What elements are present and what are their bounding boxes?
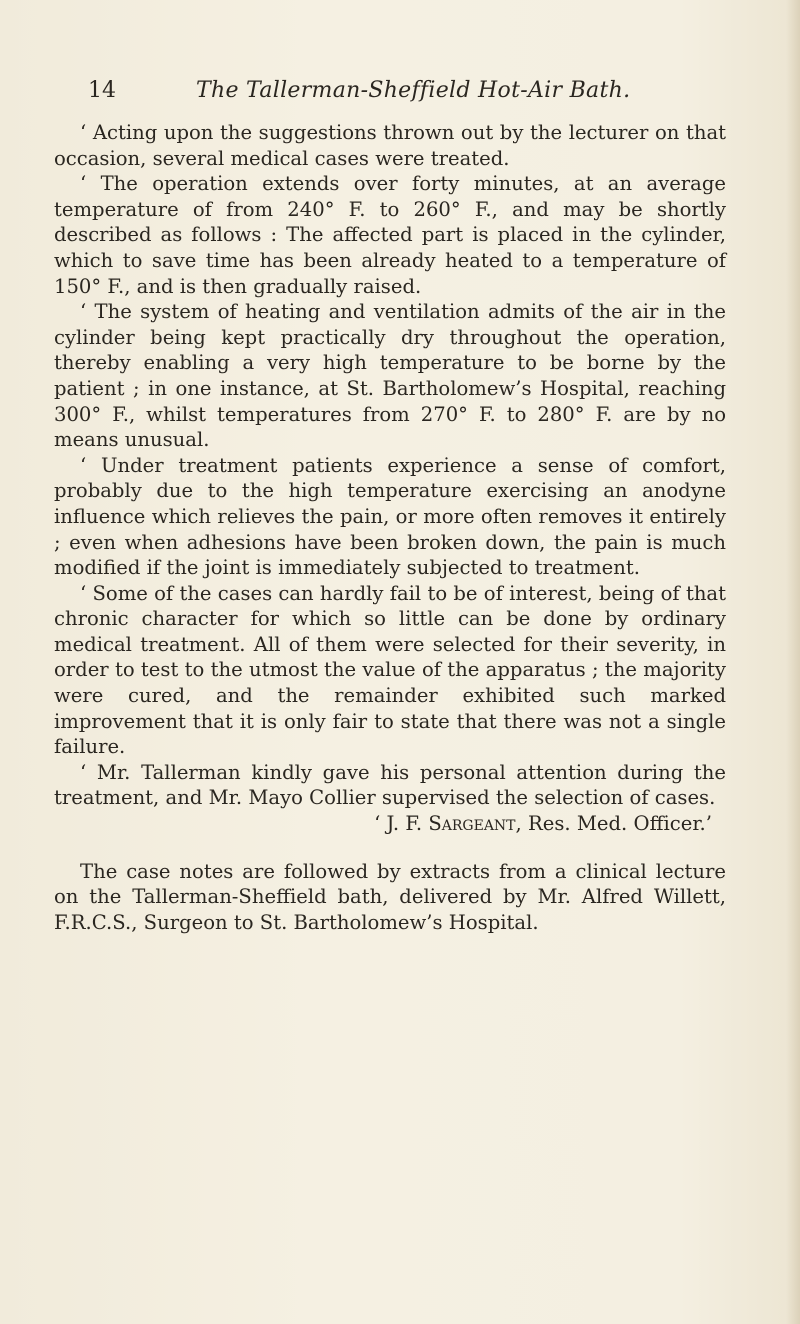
paragraph-suggestions: ‘ Acting upon the suggestions thrown out by the lecturer on that occasion, several medical cases were treated. xyxy=(54,121,726,170)
signature-prefix: ‘ J. F. xyxy=(374,812,429,836)
running-title: The Tallerman-Sheffield Hot-Air Bath. xyxy=(196,78,631,103)
paragraph-cases: ‘ Some of the cases can hardly fail to be of interest, being of that chronic character for which so little can be done by ordinary medical treatment. All of them were selected for their severity, in order to test to the utmost the value of the apparatus ; the majority were cured, and the remainder exhibited such marked improvement that it is only fair to state that there was not a single failure. xyxy=(54,581,726,759)
signature-suffix: , Res. Med. Officer.’ xyxy=(515,812,712,836)
signature-name: Sargeant xyxy=(428,812,516,836)
paragraph-heating-system: ‘ The system of heating and ventilation admits of the air in the cylinder being kept practically dry throughout the operation, thereby enabling a very high temperature to be borne by the patient ; in one instance, at St. Bartholomew’s Hospital, reaching 300° F., whilst temperatures from 270° F. to 280° F. are by no means unusual. xyxy=(54,300,726,452)
page-edge-shadow xyxy=(786,0,800,1324)
paragraph-operation: ‘ The operation extends over forty minutes, at an average temperature of from 240° F. to 260° F., and may be shortly described as follows : The affected part is placed in the cylinder, which to save time has been already heated to a temperature of 150° F., and is then gradually raised. xyxy=(54,172,726,298)
paragraph-closing: The case notes are followed by extracts from a clinical lecture on the Tallerman-Sheffield bath, delivered by Mr. Alfred Willett, F.R.C.S., Surgeon to St. Bartholomew’s Hospital. xyxy=(54,859,726,934)
page-header xyxy=(88,78,728,118)
paragraph-treatment-comfort: ‘ Under treatment patients experience a sense of comfort, probably due to the high temperature exercising an anodyne influence which relieves the pain, or more often removes it entirely ; even when adhesions have been broken down, the pain is much modified if the joint is immediately subjected to treatment. xyxy=(54,453,726,580)
page-number: 14 xyxy=(88,78,116,103)
paragraph-attention: ‘ Mr. Tallerman kindly gave his personal attention during the treatment, and Mr. Mayo Collier supervised the selection of cases. xyxy=(54,760,726,810)
body-text xyxy=(54,120,726,935)
signature xyxy=(54,811,726,837)
